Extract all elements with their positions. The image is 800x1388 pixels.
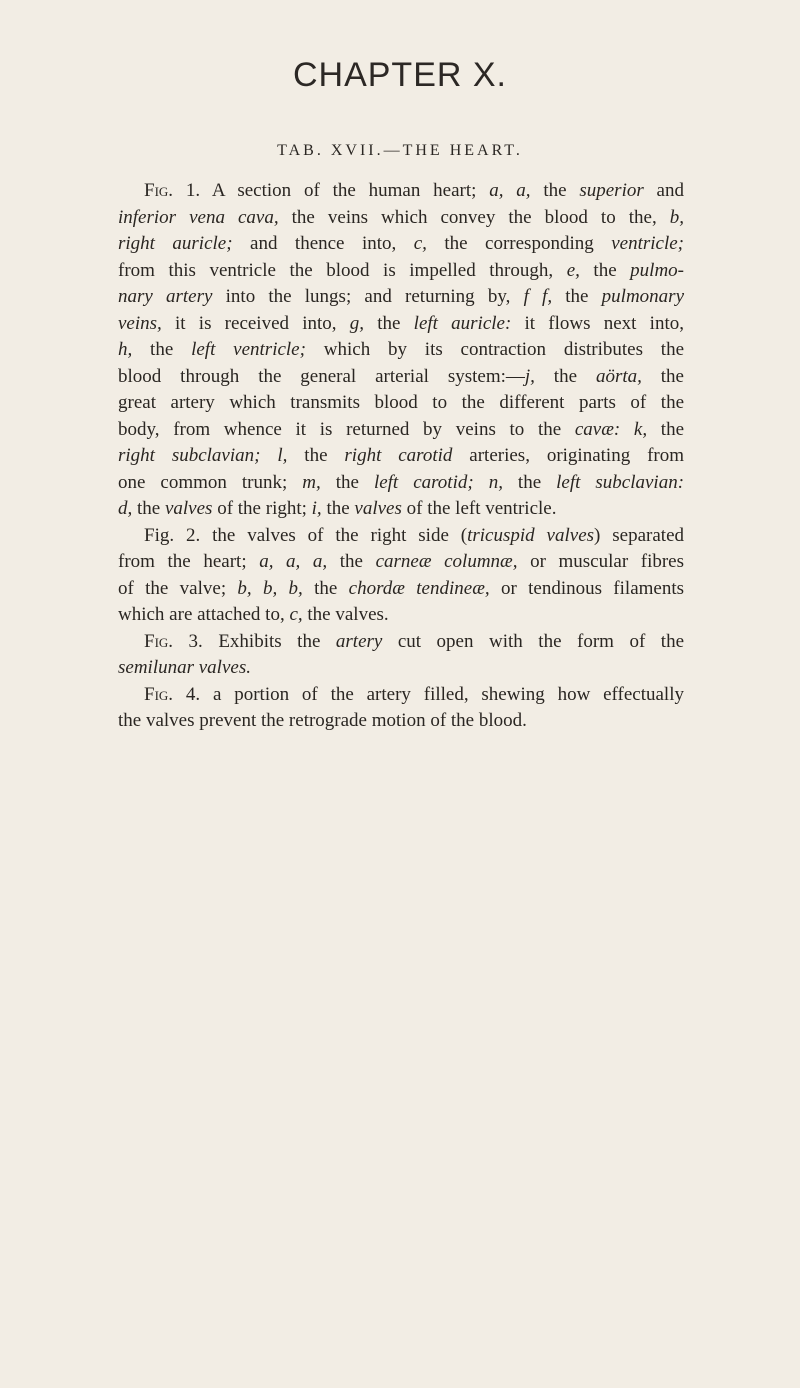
text-line — [118, 231, 684, 258]
italic-run: ventricle; — [611, 233, 684, 254]
text-line — [118, 682, 684, 709]
italic-run: pulmonary — [601, 286, 684, 307]
text-run: the — [641, 365, 684, 387]
text-run: the — [327, 551, 376, 572]
italic-run: k, — [633, 418, 648, 440]
italic-run: b, — [669, 206, 684, 228]
text-run: blood through the general arterial system:— — [118, 365, 525, 387]
text-run: from the heart; — [118, 551, 260, 572]
text-run: the valves. — [302, 604, 389, 625]
text-run: Fig. 2. the valves of the right side ( — [144, 524, 468, 546]
italic-run: chordæ tendineæ, — [348, 577, 490, 599]
italic-run: left subclavian: — [556, 471, 685, 493]
text-run — [474, 472, 489, 493]
italic-run: left ventricle; — [191, 339, 306, 360]
italic-run: inferior vena cava, — [118, 206, 279, 228]
text-line — [118, 470, 684, 497]
text-run: the — [364, 312, 414, 334]
text-run: of the valve; — [118, 577, 238, 599]
text-run: Fig — [144, 180, 169, 201]
italic-run: artery — [335, 630, 383, 652]
text-run: or muscular fibres — [517, 551, 684, 572]
paragraph-1 — [118, 178, 684, 523]
text-run: the — [132, 498, 165, 519]
text-run: the — [534, 365, 596, 387]
text-run: the — [132, 339, 192, 360]
text-line — [118, 523, 684, 550]
text-run: arteries, originating from — [452, 445, 685, 466]
italic-run: f f, — [523, 286, 553, 307]
italic-run: n, — [488, 471, 503, 493]
text-run: the — [647, 418, 684, 440]
text-line — [118, 364, 684, 391]
italic-run: a, a, — [489, 180, 531, 201]
text-run: the valves prevent the retrograde motion of the blood. — [118, 710, 527, 731]
text-line — [118, 602, 684, 629]
text-run: the — [320, 471, 374, 493]
text-run: ) separated — [594, 524, 685, 546]
italic-run: m, — [302, 471, 321, 493]
text-run: the — [502, 471, 557, 493]
text-run: one common trunk; — [118, 471, 303, 493]
text-run: the — [579, 259, 631, 281]
text-line — [118, 205, 684, 232]
text-run: which are attached to, — [118, 604, 290, 625]
italic-run: j, — [524, 365, 535, 387]
text-line — [118, 443, 684, 470]
text-run: the — [321, 498, 355, 519]
italic-run: d, — [118, 498, 133, 519]
text-line — [118, 284, 684, 311]
text-run: which by its contraction distributes the — [305, 339, 684, 360]
paragraph-3 — [118, 629, 684, 682]
italic-run: right auricle; — [118, 233, 233, 254]
italic-run: valves — [164, 498, 213, 519]
italic-run: c, — [413, 233, 427, 254]
italic-run: nary artery — [118, 286, 213, 307]
italic-run: e, — [566, 259, 580, 281]
italic-run: pulmo- — [630, 259, 684, 281]
italic-run: g, — [349, 312, 365, 334]
text-line — [118, 655, 684, 682]
text-run: body, from whence it is returned by veins to the — [118, 418, 575, 440]
italic-run: a, a, a, — [259, 551, 328, 572]
text-run: it flows next into, — [511, 312, 684, 334]
italic-run: b, b, b, — [237, 577, 303, 599]
italic-run: superior — [579, 180, 644, 201]
text-run: from this ventricle the blood is impelled through, — [118, 259, 567, 281]
text-run: it is received into, — [161, 312, 350, 334]
italic-run: cavæ: — [574, 418, 621, 440]
italic-run: valves — [354, 498, 402, 519]
text-line — [118, 496, 684, 523]
text-line — [118, 311, 684, 338]
italic-run: semilunar valves. — [118, 657, 251, 678]
text-run: the — [552, 286, 602, 307]
text-run: of the left ventricle. — [401, 498, 557, 519]
text-run: the veins which convey the blood to the, — [278, 206, 670, 228]
italic-run: l, — [277, 445, 288, 466]
plate-subtitle: TAB. XVII.—THE HEART. — [277, 142, 523, 159]
chapter-title: CHAPTER X. — [292, 56, 508, 94]
paragraph-2 — [118, 523, 684, 629]
text-run: . 4. a portion of the artery filled, shewing how effectually — [168, 683, 684, 705]
text-line — [118, 708, 684, 735]
text-line — [118, 629, 684, 656]
text-line — [118, 549, 684, 576]
text-line — [118, 417, 684, 444]
paragraph-4 — [118, 682, 684, 735]
italic-run: left auricle: — [413, 312, 512, 334]
text-line — [118, 337, 684, 364]
italic-run: left carotid; — [373, 471, 474, 493]
text-run: the — [302, 577, 349, 599]
text-run: the — [530, 180, 580, 201]
italic-run: tricuspid valves — [467, 524, 595, 546]
text-line — [118, 258, 684, 285]
italic-run: c, — [289, 604, 303, 625]
text-run: . 1. A section of the human heart; — [168, 180, 490, 201]
text-run: great artery which transmits blood to the different parts of the — [118, 392, 684, 413]
text-run: and thence into, — [232, 233, 414, 254]
text-line — [118, 178, 684, 205]
text-run: Fig — [144, 683, 169, 705]
italic-run: right subclavian; — [118, 445, 261, 466]
text-run — [260, 445, 277, 466]
text-run — [620, 419, 634, 440]
italic-run: h, — [118, 339, 133, 360]
text-run: of the right; — [212, 498, 312, 519]
text-run: or tendinous filaments — [489, 577, 685, 599]
italic-run: aörta, — [595, 365, 642, 387]
text-run: into the lungs; and returning by, — [212, 286, 524, 307]
text-run: cut open with the form of the — [382, 630, 684, 652]
text-run: the corresponding — [426, 233, 612, 254]
italic-run: carneæ columnæ, — [375, 551, 518, 572]
italic-run: veins, — [118, 312, 162, 334]
text-line — [118, 390, 684, 417]
text-line — [118, 576, 684, 603]
text-run: . 3. Exhibits the — [168, 630, 336, 652]
italic-run: right carotid — [344, 445, 453, 466]
text-run: the — [287, 445, 345, 466]
italic-run: i, — [311, 498, 322, 519]
body-text — [118, 178, 684, 735]
text-run: and — [643, 180, 684, 201]
text-run: Fig — [144, 630, 169, 652]
